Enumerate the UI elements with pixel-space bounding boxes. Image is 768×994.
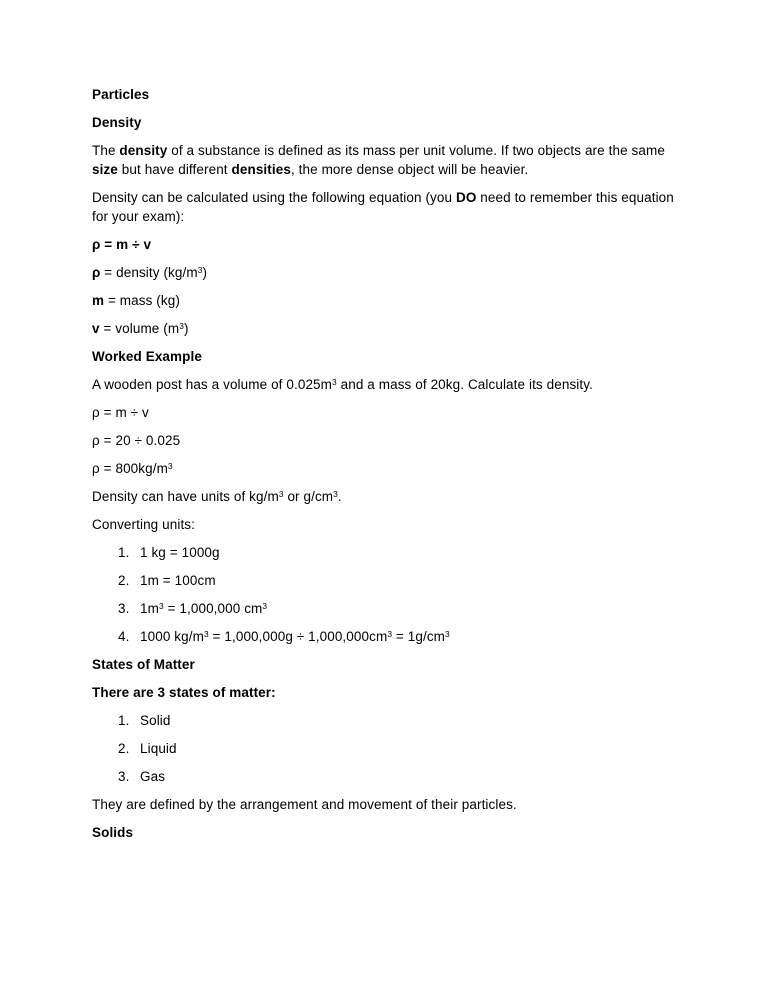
list-marker: 4. (118, 629, 130, 644)
list-item (92, 543, 676, 562)
list-marker: 2. (118, 741, 130, 756)
list-marker: 3. (118, 601, 130, 616)
list-item (92, 599, 676, 618)
heading (92, 347, 676, 366)
paragraph (92, 403, 676, 422)
text-run: The density of a substance is defined as its mass per unit volume. If two objects are the same size but have different densities, the more dense object will be heavier. (92, 143, 665, 177)
text-run: $\rho = 800kg/m^3$ (92, 461, 173, 476)
text-run: Density can have units of $kg/m^3$ or $g/cm^3$. (92, 489, 342, 504)
paragraph (92, 431, 676, 450)
text-run: m = mass (kg) (92, 293, 180, 308)
list-item (92, 711, 676, 730)
list-marker: 3. (118, 769, 130, 784)
text-run: Gas (140, 769, 166, 784)
text-run: 1000 $kg/m^3 = 1,000,000g \div 1,000,000cm^3 = 1g/cm^3$ (140, 629, 450, 644)
text-run: ρ = m ÷ v (92, 405, 149, 420)
text-run: ρ = m ÷ v (92, 237, 152, 252)
heading (92, 823, 676, 842)
heading (92, 683, 676, 702)
text-run: ρ = density $(kg/m^3)$ (92, 265, 208, 280)
text-run: ρ = 20 ÷ 0.025 (92, 433, 181, 448)
text-run: Solid (140, 713, 171, 728)
paragraph (92, 795, 676, 814)
paragraph (92, 515, 676, 534)
text-run: Solids (92, 825, 134, 840)
heading (92, 113, 676, 132)
paragraph (92, 141, 676, 179)
list-item (92, 739, 676, 758)
text-run: They are defined by the arrangement and movement of their particles. (92, 797, 517, 812)
paragraph (92, 459, 676, 478)
paragraph (92, 291, 676, 310)
text-run: Density (92, 115, 142, 130)
text-run: 1 kg = 1000g (140, 545, 220, 560)
paragraph (92, 319, 676, 338)
heading (92, 85, 676, 104)
paragraph (92, 375, 676, 394)
text-run: Liquid (140, 741, 177, 756)
text-run: Worked Example (92, 349, 202, 364)
paragraph (92, 235, 676, 254)
text-run: Converting units: (92, 517, 196, 532)
paragraph (92, 188, 676, 226)
list-marker: 2. (118, 573, 130, 588)
text-run: 1m = 100cm (140, 573, 216, 588)
text-run: There are 3 states of matter: (92, 685, 276, 700)
text-run: Particles (92, 87, 150, 102)
document-body (92, 85, 676, 842)
list-item (92, 627, 676, 646)
text-run: $1m^3 = 1,000,000$ $cm^3$ (140, 601, 268, 616)
list-marker: 1. (118, 713, 130, 728)
list-item (92, 767, 676, 786)
text-run: States of Matter (92, 657, 195, 672)
paragraph (92, 263, 676, 282)
text-run: v = volume $(m^3)$ (92, 321, 189, 336)
list-marker: 1. (118, 545, 130, 560)
heading (92, 655, 676, 674)
text-run: A wooden post has a volume of $0.025m^3$ and a mass of 20kg. Calculate its density. (92, 377, 593, 392)
list-item (92, 571, 676, 590)
text-run: Density can be calculated using the following equation (you DO need to remember this equation for your exam): (92, 190, 674, 224)
paragraph (92, 487, 676, 506)
